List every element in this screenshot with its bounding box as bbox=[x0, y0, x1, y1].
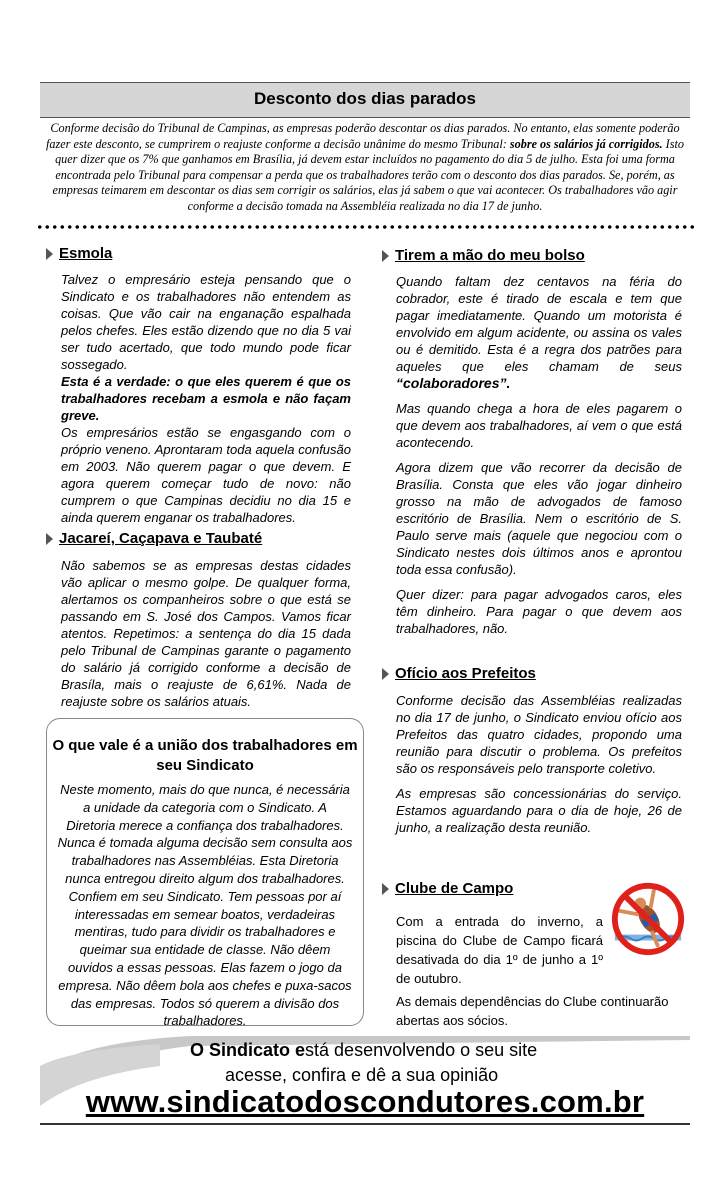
footer-rule bbox=[40, 1123, 690, 1125]
clube-heading: Clube de Campo bbox=[395, 880, 514, 897]
headline-banner bbox=[40, 82, 690, 118]
intro-bold: sobre os salários já corrigidos. bbox=[509, 136, 663, 151]
tirem-heading-row bbox=[382, 247, 585, 264]
footer-line-1 bbox=[190, 1040, 537, 1061]
clube-text-1: Com a entrada do inverno, a piscina do Clube de Campo ficará desativada do dia 1º de junho a 1º de outubro. bbox=[396, 914, 603, 986]
oficio-heading-row bbox=[382, 665, 536, 682]
clube-heading-row bbox=[382, 880, 513, 897]
tirem-p1-quote: “colaboradores”. bbox=[396, 375, 511, 391]
oficio-text bbox=[396, 692, 682, 844]
jacarei-heading: Jacareí, Caçapava e Taubaté bbox=[59, 530, 263, 547]
jacarei-heading-row bbox=[46, 530, 262, 547]
tirem-p2: Mas quando chega a hora de eles pagarem o que devem aos trabalhadores, aí vem o que está acontecendo. bbox=[396, 401, 682, 450]
tirem-p3: Agora dizem que vão recorrer da decisão de Brasília. Consta que eles vão jogar dinheiro grosso na mão de advogados de famoso escritório de Brasília. Nem o escritório de S. Paulo serve mais (aquele que negociou com o Sindicato nestes dois últimos anos e aprontou toda essa confusão). bbox=[396, 460, 682, 577]
jacarei-p1: Não sabemos se as empresas destas cidades vão aplicar o mesmo golpe. De qualquer forma, alertamos os companheiros sobre o que está se passando em S. José dos Campos. Vamos ficar atentos. Repetimos: a sentença do dia 15 dada pelo Tribunal de Campinas garante o pagamento do salário já corrigido conforme a decisão de Brasíla, mais o reajuste de 6,61%. Nada de reajuste sobre os salários atuais. bbox=[61, 558, 351, 709]
tirem-text bbox=[396, 273, 682, 645]
union-box-body: Neste momento, mais do que nunca, é necessária a unidade da categoria com o Sindicato. A Diretoria merece a confiança dos trabalhadores. Nunca é tomada alguma decisão sem consulta aos trabalhadores nas Assembléias. Esta Diretoria nunca entregou direito algum dos trabalhadores. Confiem em seu Sindicato. Tem pessoas por aí interessadas em semear boatos, verdadeiras mentiras, tudo para dividir os trabalhadores e queimar sua entidade de classe. Não dêem ouvidos a essas pessoas. Elas fazem o jogo da empresa. Não dêem bola aos chefes e puxa-sacos das empresas. Todos só querem a divisão dos trabalhadores. bbox=[57, 782, 353, 1029]
headline-title: Desconto dos dias parados bbox=[254, 89, 476, 108]
tirem-p4: Quer dizer: para pagar advogados caros, eles têm dinheiro. Para pagar o que devem aos trabalhadores, não. bbox=[396, 587, 682, 636]
footer-line-1-rest: stá desenvolvendo o seu site bbox=[305, 1040, 538, 1060]
tirem-p1-text: Quando faltam dez centavos na féria do cobrador, este é tirado de escala e tem que pagar imediatamente. Quando um motorista é envolvido em algum acidente, ou assina os vales ou é demitido. Esta é a regra dos patrões para aqueles que eles chamam de seus bbox=[396, 274, 682, 374]
footer-line-1-bold: O Sindicato e bbox=[190, 1040, 306, 1060]
esmola-p3: Os empresários estão se engasgando com o próprio veneno. Aprontaram toda aquela confusão em 2003. Não querem pagar o que devem. E agora querem começar tudo de novo: não cumprem o que Campinas decidiu no dia 15 e ainda querem enganar os trabalhadores. bbox=[61, 425, 351, 525]
footer-line-2: acesse, confira e dê a sua opinião bbox=[225, 1065, 499, 1085]
oficio-p1: Conforme decisão das Assembléias realizadas no dia 17 de junho, o Sindicato enviou ofício aos Prefeitos das quatro cidades, propondo uma reunião para discutir o problema. Os prefeitos são os responsáveis pelo transporte coletivo. bbox=[396, 693, 682, 776]
tirem-heading: Tirem a mão do meu bolso bbox=[395, 247, 585, 264]
clube-text-2: As demais dependências do Clube continuarão abertas aos sócios. bbox=[396, 994, 669, 1028]
esmola-p2: Esta é a verdade: o que eles querem é que os trabalhadores recebam a esmola e não façam greve. bbox=[61, 374, 351, 423]
jacarei-text bbox=[61, 557, 351, 710]
triangle-right-icon bbox=[382, 883, 389, 895]
oficio-p2: As empresas são concessionárias do serviço. Estamos aguardando para o dia de hoje, 26 de junho, a realização desta reunião. bbox=[396, 786, 682, 835]
intro-text-2: Isto quer dizer que os 7% que ganhamos em Brasília, já devem estar incluídos no pagamento do dia 5 de julho. Esta foi uma forma encontrada pelo Tribunal para compensar a perda que os trabalhadores terão com o desconto dos dias parados. Se, porém, as empresas teimarem em descontar os dias sem corrigir os salários, elas já sabem o que vai acontecer. Os trabalhadores vão agir conforme a decisão tomada na Assembléia realizada no dia 17 de junho. bbox=[52, 136, 684, 213]
esmola-heading-row bbox=[46, 245, 112, 262]
triangle-right-icon bbox=[382, 250, 389, 262]
intro-paragraph bbox=[40, 121, 690, 215]
union-box-title: O que vale é a união dos trabalhadores em seu Sindicato bbox=[52, 737, 358, 774]
union-callout-box bbox=[46, 718, 364, 1029]
triangle-right-icon bbox=[46, 248, 53, 260]
intro-text-1: Conforme decisão do Tribunal de Campinas, as empresas poderão descontar os dias parados. No entanto, elas somente poderão fazer este desconto, se cumprirem o reajuste conforme a decisão unânime do mesmo Tribunal: bbox=[46, 121, 680, 151]
no-swimming-icon bbox=[609, 880, 687, 958]
triangle-right-icon bbox=[382, 668, 389, 680]
esmola-p1: Talvez o empresário esteja pensando que o Sindicato e os trabalhadores não entendem as coisas. Que vão cair na enganação espalhada pelos chefes. Eles estão dizendo que no dia 5 vai ser tudo acertado, que todo mundo pode ficar sossegado. bbox=[61, 272, 351, 372]
website-link[interactable]: www.sindicatodoscondutores.com.br bbox=[85, 1084, 645, 1119]
esmola-text bbox=[61, 271, 351, 526]
tirem-p1 bbox=[396, 273, 682, 392]
triangle-right-icon bbox=[46, 533, 53, 545]
oficio-heading: Ofício aos Prefeitos bbox=[395, 665, 536, 682]
esmola-heading: Esmola bbox=[59, 245, 113, 262]
dotted-divider bbox=[36, 222, 696, 232]
